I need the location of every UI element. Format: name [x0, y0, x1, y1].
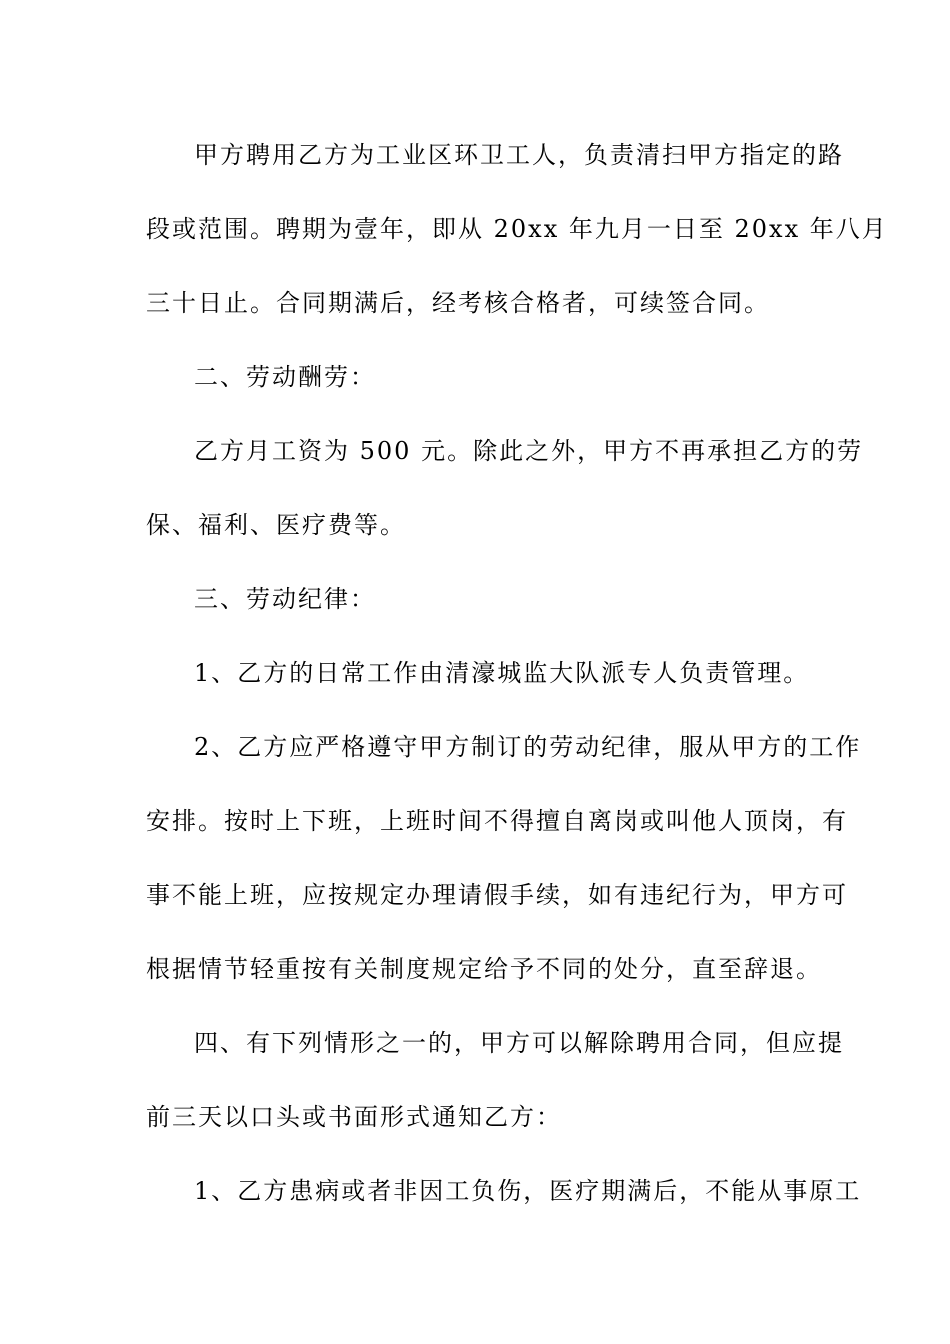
section-heading: 二、劳动酬劳：	[194, 363, 376, 391]
paragraph-line: 乙方月工资为 500 元。除此之外，甲方不再承担乙方的劳	[194, 437, 864, 465]
list-item: 1、乙方患病或者非因工负伤，医疗期满后，不能从事原工	[194, 1177, 862, 1205]
list-item: 1、乙方的日常工作由清濠城监大队派专人负责管理。	[194, 659, 810, 687]
paragraph-line: 段或范围。聘期为壹年，即从 20xx 年九月一日至 20xx 年八月	[146, 215, 888, 243]
section-heading: 四、有下列情形之一的，甲方可以解除聘用合同，但应提	[194, 1029, 844, 1057]
list-item: 2、乙方应严格遵守甲方制订的劳动纪律，服从甲方的工作	[194, 733, 862, 761]
paragraph-line: 保、福利、医疗费等。	[146, 511, 406, 539]
paragraph-line: 三十日止。合同期满后，经考核合格者，可续签合同。	[146, 289, 770, 317]
paragraph-line: 事不能上班，应按规定办理请假手续，如有违纪行为，甲方可	[146, 881, 848, 909]
paragraph-line: 根据情节轻重按有关制度规定给予不同的处分，直至辞退。	[146, 955, 822, 983]
section-heading: 三、劳动纪律：	[194, 585, 376, 613]
paragraph-line: 前三天以口头或书面形式通知乙方：	[146, 1103, 562, 1131]
paragraph-line: 甲方聘用乙方为工业区环卫工人，负责清扫甲方指定的路	[194, 141, 844, 169]
paragraph-line: 安排。按时上下班，上班时间不得擅自离岗或叫他人顶岗，有	[146, 807, 848, 835]
